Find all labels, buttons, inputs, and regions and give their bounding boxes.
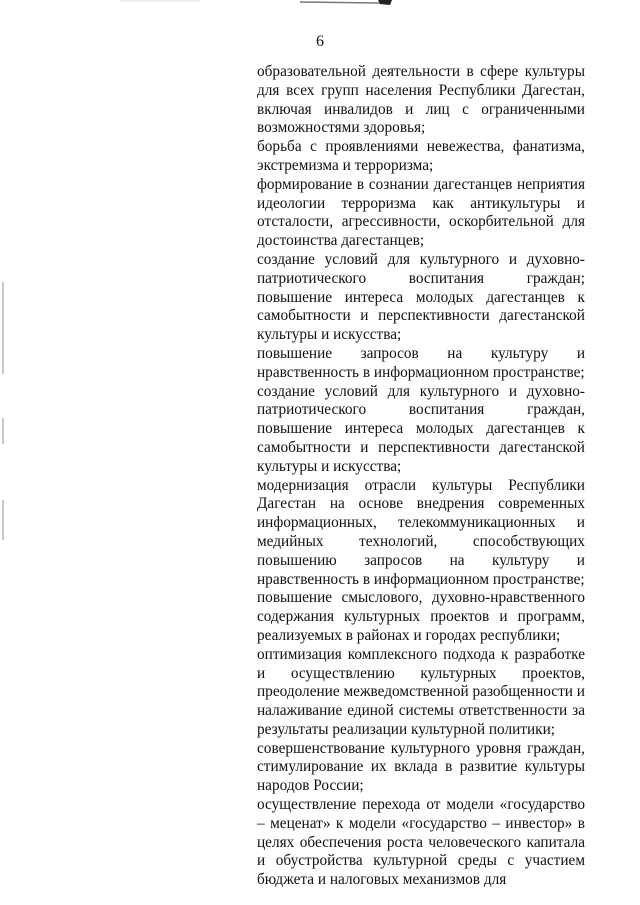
page-number: 6 <box>316 33 324 50</box>
scan-margin-mark <box>2 500 4 540</box>
paragraph: формирование в сознании дагестанцев неприятия идеологии терроризма как антикультуры и отсталости, агрессивности, оскорбительной для достоинства дагестанцев; <box>257 175 585 250</box>
paragraph: повышение запросов на культуру и нравственность в информационном пространстве; <box>257 344 585 381</box>
paragraph: образовательной деятельности в сфере культуры для всех групп населения Республики Дагестан, включая инвалидов и лиц с ограниченными возможностями здоровья; <box>257 63 585 137</box>
document-body <box>257 63 585 890</box>
scan-edge-marks <box>0 0 640 10</box>
scan-margin-mark <box>2 418 4 444</box>
paragraph: совершенствование культурного уровня граждан, стимулирование их вклада в развитие культуры народов России; <box>257 739 585 795</box>
paragraph: борьба с проявлениями невежества, фанатизма, экстремизма и терроризма; <box>257 138 585 174</box>
scan-margin-mark <box>2 282 4 374</box>
paragraph: создание условий для культурного и духовно-патриотического воспитания граждан; повышение интереса молодых дагестанцев к самобытности и перспективности дагестанской культуры и искусства; <box>257 250 585 344</box>
paragraph: модернизация отрасли культуры Республики Дагестан на основе внедрения современных информационных, телекоммуникационных и медийных технологий, способствующих повышению запросов на культуру и нравственность в информационном пространстве; <box>257 476 585 588</box>
paragraph: повышение смыслового, духовно-нравственного содержания культурных проектов и программ, реализуемых в районах и городах республики; <box>257 589 585 644</box>
paragraph: осуществление перехода от модели «государство – меценат» к модели «государство – инвестор» в целях обеспечения роста человеческого капитала и обустройства культурной среды с участием бюджета и налоговых механизмов для <box>257 796 585 889</box>
paragraph: создание условий для культурного и духовно-патриотического воспитания граждан, повышение интереса молодых дагестанцев к самобытности и перспективности дагестанской культуры и искусства; <box>257 382 585 475</box>
paragraph: оптимизация комплексного подхода к разработке и осуществлению культурных проектов, преодоление межведомственной разобщенности и налаживание единой системы ответственности за результаты реализации культурной политики; <box>257 645 585 738</box>
